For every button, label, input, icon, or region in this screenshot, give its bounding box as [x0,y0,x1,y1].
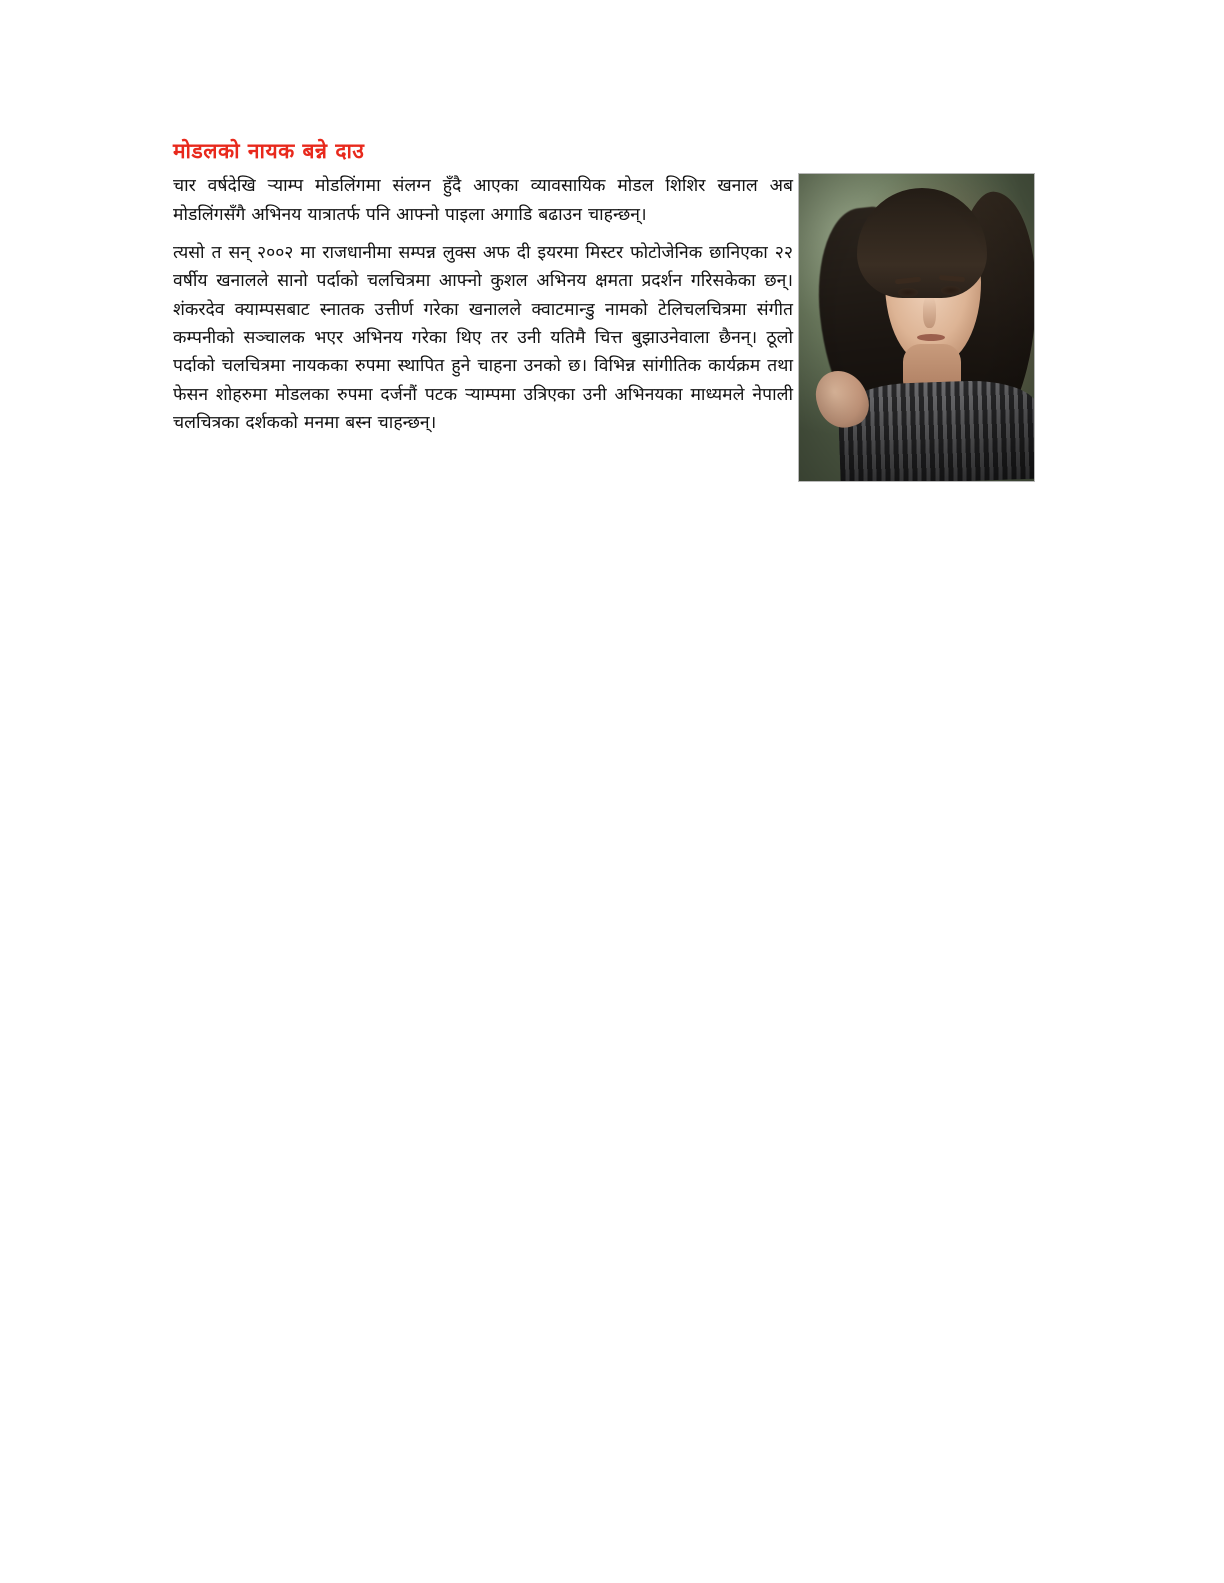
article-headline: मोडलको नायक बन्ने दाउ [173,139,365,163]
article-body [173,172,793,437]
article-paragraph: चार वर्षदेखि र्‍याम्प मोडलिंगमा संलग्न हुँदै आएका व्यावसायिक मोडल शिशिर खनाल अब मोडलिंगसँगै अभिनय यात्रातर्फ पनि आफ्नो पाइला अगाडि बढाउन चाहन्छन्। [173,176,793,225]
photo-background [799,174,1034,481]
article-photo [798,173,1035,482]
article-paragraph: त्यसो त सन् २००२ मा राजधानीमा सम्पन्न लुक्स अफ दी इयरमा मिस्टर फोटोजेनिक छानिएका २२ वर्षीय खनालले सानो पर्दाको चलचित्रमा आफ्नो कुशल अभिनय क्षमता प्रदर्शन गरिसकेका छन्। शंकरदेव क्याम्पसबाट स्नातक उत्तीर्ण गरेका खनालले क्वाटमान्डु नामको टेलिचलचित्रमा संगीत कम्पनीको सञ्चालक भएर अभिनय गरेका थिए तर उनी यतिमै चित्त बुझाउनेवाला छैनन्। ठूलो पर्दाको चलचित्रमा नायकका रुपमा स्थापित हुने चाहना उनको छ। विभिन्न सांगीतिक कार्यक्रम तथा फेसन शोहरुमा मोडलका रुपमा दर्जनौं पटक र्‍याम्पमा उत्रिएका उनी अभिनयका माध्यमले नेपाली चलचित्रका दर्शकको मनमा बस्न चाहन्छन्। [173,242,793,433]
photo-vignette [799,174,1034,481]
